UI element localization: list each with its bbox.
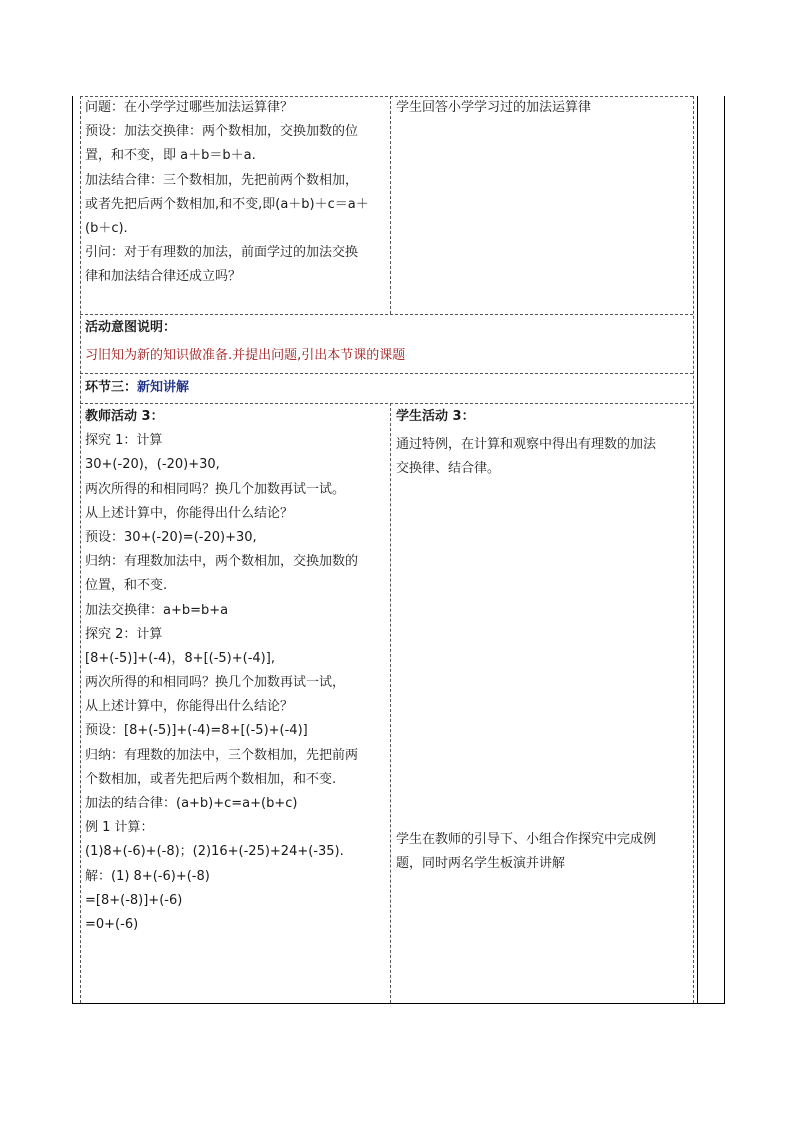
- section-three-student-cell: [396, 405, 690, 482]
- example-1-title: 例 1 计算：: [85, 820, 154, 836]
- follow-up-question: 引问：对于有理数的加法，前面学过的加法交换: [85, 245, 359, 261]
- table-left-border: [80, 96, 81, 1003]
- follow-up-question-cont: 律和加法结合律还成立吗？: [85, 269, 242, 285]
- explore-1-conclusion-question: 从上述计算中，你能得出什么结论？: [85, 505, 294, 521]
- explore-1-title: 探究 1：计算: [85, 433, 163, 449]
- explore-1-question: 两次所得的和相同吗？换几个加数再试一试。: [85, 481, 346, 497]
- section-two-teacher-cell: [85, 96, 387, 290]
- explore-1-summary: 归纳：有理数加法中，两个数相加，交换加数的: [85, 554, 359, 570]
- intent-text: 习旧知为新的知识做准备.并提出问题,引出本节课的课题: [85, 348, 406, 364]
- section-two-student-cell: [396, 96, 690, 120]
- explore-2-conclusion-question: 从上述计算中，你能得出什么结论？: [85, 699, 294, 715]
- student-text-2-line-1: 学生在教师的引导下、小组合作探究中完成例: [396, 832, 657, 847]
- student-activity-heading: 学生活动 3：: [396, 409, 475, 424]
- intent-cell: [85, 316, 690, 368]
- explore-2-preset: 预设：[8+(-5)]+(-4)=8+[(-5)+(-4)]: [85, 723, 308, 739]
- column-divider: [390, 96, 391, 314]
- row-divider: [80, 314, 693, 315]
- associative-line: 加法结合律：三个数相加，先把前两个数相加，: [85, 172, 359, 188]
- table-right-border: [693, 96, 694, 1003]
- preset-line-cont: 置，和不变，即 a＋b＝b＋a.: [85, 148, 256, 164]
- section-title: 新知讲解: [137, 380, 190, 395]
- section-label: 环节三：: [85, 380, 138, 395]
- section-three-teacher-cell: [85, 405, 387, 937]
- solution-line-1: 解：(1) 8+(-6)+(-8): [85, 868, 210, 884]
- associative-law: 加法的结合律：(a+b)+c=a+(b+c): [85, 796, 298, 811]
- teacher-activity-heading: 教师活动 3：: [85, 409, 164, 424]
- example-1-problems: (1)8+(-6)+(-8)；(2)16+(-25)+24+(-35).: [85, 844, 344, 860]
- student-response: 学生回答小学学习过的加法运算律: [396, 100, 592, 115]
- explore-1-summary-cont: 位置，和不变.: [85, 578, 168, 594]
- explore-2-question: 两次所得的和相同吗？换几个加数再试一试，: [85, 675, 346, 691]
- explore-1-expression: 30+(-20)，(-20)+30,: [85, 457, 220, 473]
- explore-2-summary-cont: 个数相加，或者先把后两个数相加，和不变.: [85, 771, 337, 787]
- solution-line-3: =0+(-6): [85, 916, 139, 932]
- student-text-2-line-2: 题，同时两名学生板演并讲解: [396, 856, 566, 872]
- student-text-1-line-1: 通过特例，在计算和观察中得出有理数的加法: [396, 437, 657, 453]
- commutative-law: 加法交换律：a+b=b+a: [85, 602, 229, 618]
- associative-line-end: (b＋c).: [85, 220, 128, 236]
- section-three-heading: [85, 376, 690, 400]
- row-divider: [80, 373, 693, 374]
- explore-2-expression: [8+(-5)]+(-4)，8+[(-5)+(-4)],: [85, 650, 275, 666]
- associative-line-cont: 或者先把后两个数相加,和不变,即(a＋b)＋c＝a＋: [85, 196, 369, 212]
- preset-line: 预设：加法交换律：两个数相加，交换加数的位: [85, 124, 359, 140]
- solution-line-2: =[8+(-8)]+(-6): [85, 892, 183, 908]
- row-divider: [80, 403, 693, 404]
- explore-2-title: 探究 2：计算: [85, 626, 163, 642]
- explore-2-summary: 归纳：有理数的加法中，三个数相加，先把前两: [85, 747, 359, 763]
- column-divider: [390, 403, 391, 1003]
- question-line: 问题：在小学学过哪些加法运算律？: [85, 100, 294, 115]
- margin-column-border: [697, 96, 698, 1003]
- intent-heading: 活动意图说明：: [85, 320, 177, 335]
- student-text-1-line-2: 交换律、结合律。: [396, 461, 501, 477]
- section-three-student-note: [396, 828, 690, 876]
- explore-1-preset: 预设：30+(-20)=(-20)+30,: [85, 529, 257, 545]
